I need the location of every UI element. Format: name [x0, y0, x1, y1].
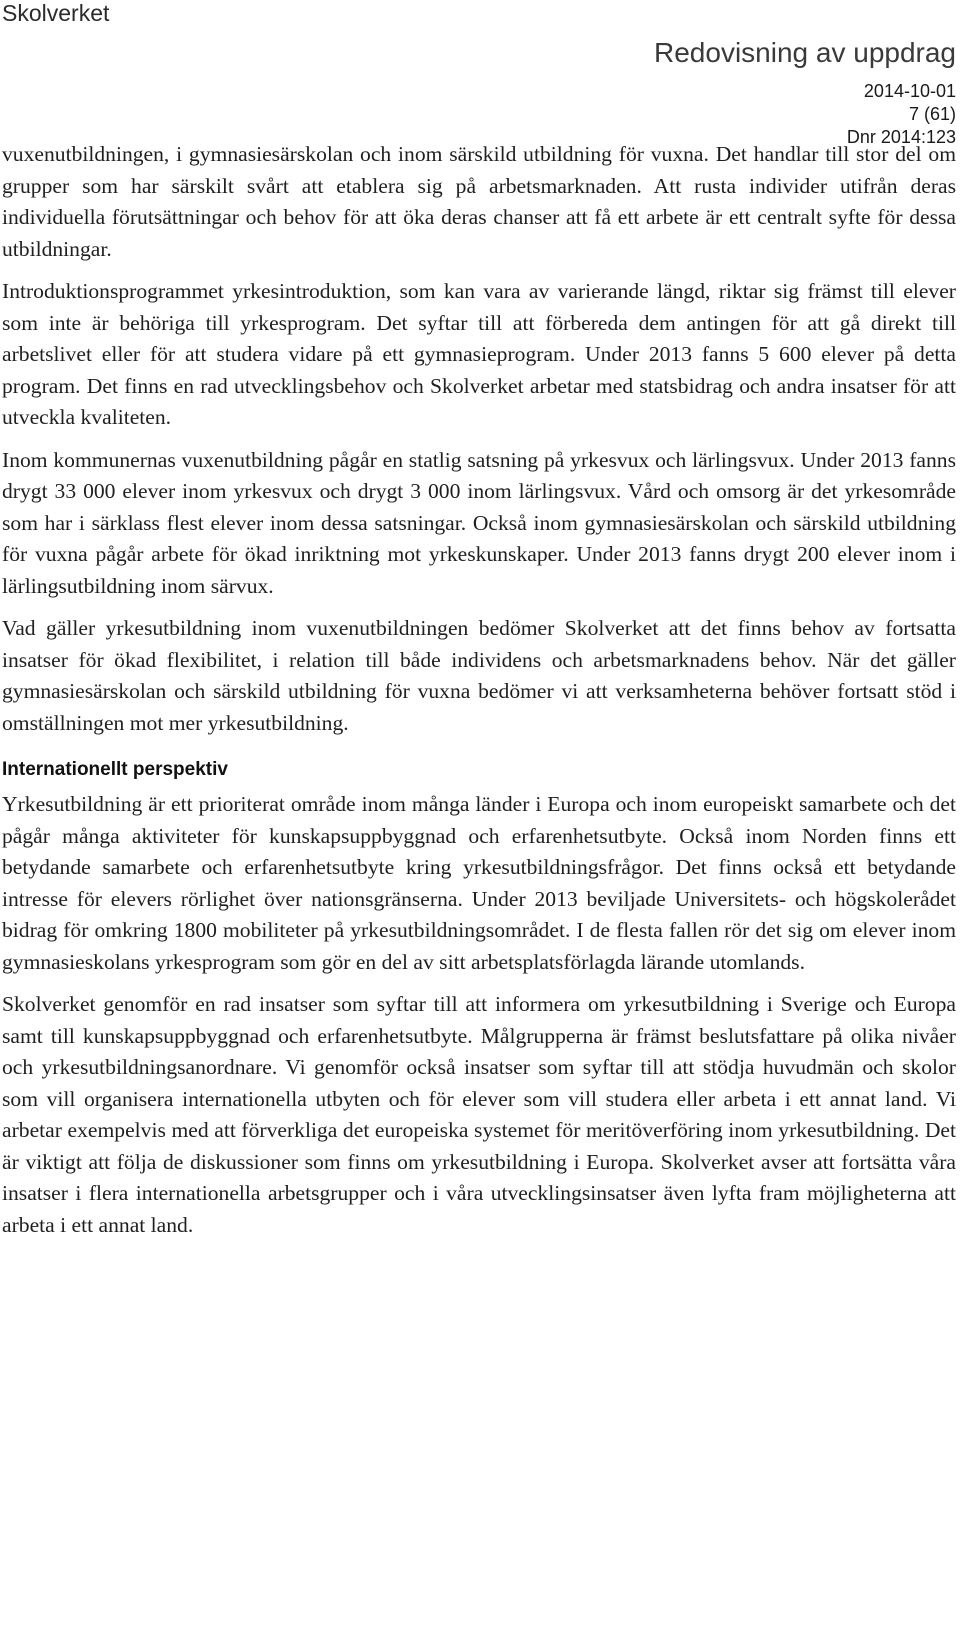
body-paragraph: Vad gäller yrkesutbildning inom vuxenutbildningen bedömer Skolverket att det finns behov av fortsatta insatser för ökad flexibilitet, i relation till både individens och arbetsmarknadens behov. När det gäller gymnasiesärskolan och särskild utbildning för vuxna bedömer vi att verksamheterna behöver fortsatt stöd i omställningen mot mer yrkesutbildning. [2, 616, 956, 735]
document-body [2, 139, 956, 1252]
page-number: 7 (61) [908, 104, 956, 124]
document-type-title: Redovisning av uppdrag [654, 37, 956, 68]
body-paragraph: Introduktionsprogrammet yrkesintroduktion, som kan vara av varierande längd, riktar sig främst till elever som inte är behöriga till yrkesprogram. Det syftar till att förbereda dem antingen för att gå direkt till arbetslivet eller för att studera vidare på ett gymnasieprogram. Under 2013 fanns 5 600 elever på detta program. Det finns en rad utvecklingsbehov och Skolverket arbetar med statsbidrag och andra insatser för att utveckla kvaliteten. [2, 279, 956, 429]
organization-name: Skolverket [2, 0, 110, 26]
document-date: 2014-10-01 [863, 81, 956, 101]
body-paragraph: Yrkesutbildning är ett prioriterat område inom många länder i Europa och inom europeiskt samarbete och det pågår många aktiviteter för kunskapsuppbyggnad och erfarenhetsutbyte. Också inom Norden finns ett betydande samarbete och erfarenhetsutbyte kring yrkesutbildningsfrågor. Det finns också ett betydande intresse för elevers rörlighet över nationsgränserna. Under 2013 beviljade Universitets- och högskolerådet bidrag för omkring 1800 mobiliteter på yrkesutbildningsområdet. I de flesta fallen rör det sig om elever inom gymnasieskolans yrkesprogram som gör en del av sitt arbetsplatsförlagda lärande utomlands. [2, 792, 956, 974]
body-paragraph: vuxenutbildningen, i gymnasiesärskolan och inom särskild utbildning för vuxna. Det handlar till stor del om grupper som har särskilt svårt att etablera sig på arbetsmarknaden. Att rusta individer utifrån deras individuella förutsättningar och behov för att öka deras chanser att få ett arbete är ett centralt syfte för dessa utbildningar. [2, 142, 956, 261]
registration-number: Dnr 2014:123 [846, 127, 956, 147]
body-paragraph: Skolverket genomför en rad insatser som syftar till att informera om yrkesutbildning i Sverige och Europa samt till kunskapsuppbyggnad och erfarenhetsutbyte. Målgrupperna är främst beslutsfattare på olika nivåer och yrkesutbildningsanordnare. Vi genomför också insatser som syftar till att stödja huvudmän och skolor som vill organisera internationella utbyten och för elever som vill studera eller arbeta i ett annat land. Vi arbetar exempelvis med att förverkliga det europeiska systemet för meritöverföring inom yrkesutbildning. Det är viktigt att följa de diskussioner som finns om yrkesutbildning i Europa. Skolverket avser att fortsätta våra insatser i flera internationella arbetsgrupper och i våra utvecklingsinsatser även lyfta fram möjligheterna att arbeta i ett annat land. [2, 992, 956, 1237]
body-paragraph: Inom kommunernas vuxenutbildning pågår en statlig satsning på yrkesvux och lärlingsvux. Under 2013 fanns drygt 33 000 elever inom yrkesvux och drygt 3 000 inom lärlingsvux. Vård och omsorg är det yrkesområde som har i särklass flest elever inom dessa satsningar. Också inom gymnasiesärskolan och särskild utbildning för vuxna pågår arbete för ökad inriktning mot yrkeskunskaper. Under 2013 fanns drygt 200 elever inom i lärlingsutbildning inom särvux. [2, 447, 956, 598]
section-heading: Internationellt perspektiv [2, 759, 228, 780]
